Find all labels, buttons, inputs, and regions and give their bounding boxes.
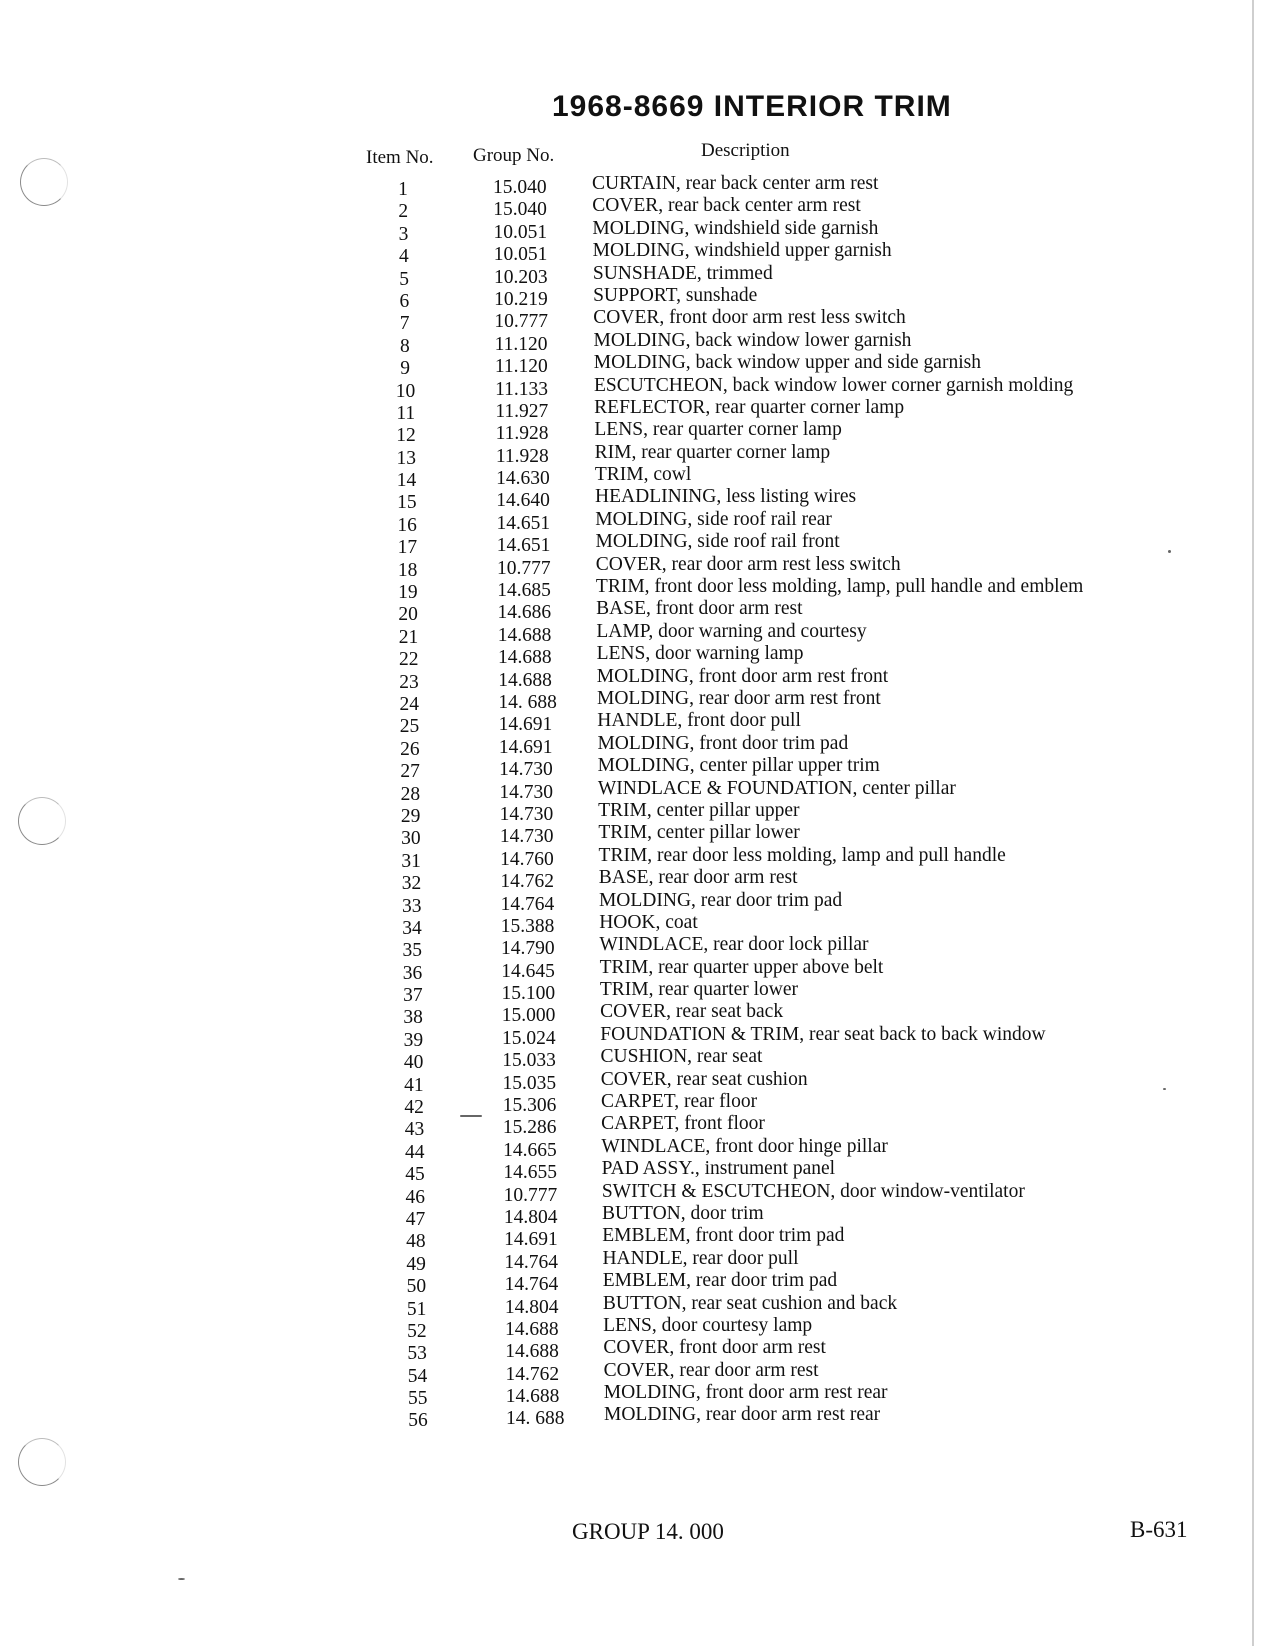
group-number: 14.686: [497, 602, 552, 624]
group-number: 14.630: [496, 468, 550, 490]
item-number: 40: [403, 1052, 424, 1074]
item-number: 47: [405, 1208, 426, 1230]
group-number: 11.120: [494, 333, 548, 355]
item-number: 20: [398, 604, 418, 626]
group-number: 14.762: [505, 1363, 560, 1385]
part-description: EMBLEM, rear door trim pad: [602, 1270, 838, 1292]
group-number: 11.133: [495, 378, 549, 400]
item-number: 45: [405, 1164, 425, 1186]
footer-group-number: GROUP 14. 000: [572, 1519, 724, 1544]
part-description: TRIM, rear quarter upper above belt: [599, 956, 884, 978]
group-number: 10.051: [493, 221, 548, 243]
item-number: 18: [397, 559, 418, 581]
item-number: 56: [408, 1410, 428, 1432]
column-header-description: Description: [701, 140, 790, 161]
group-number: 14.651: [496, 535, 551, 557]
item-number: 46: [405, 1186, 426, 1208]
item-number: 41: [404, 1074, 424, 1096]
part-description: LENS, rear quarter corner lamp: [594, 419, 842, 441]
item-number: 34: [402, 917, 422, 939]
part-description: BUTTON, door trim: [602, 1202, 764, 1224]
group-number: 14.764: [504, 1274, 559, 1296]
part-description: SUNSHADE, trimmed: [592, 262, 773, 284]
group-number: 15.024: [501, 1027, 556, 1049]
part-description: BASE, front door arm rest: [596, 598, 803, 620]
item-number: 4: [398, 246, 409, 268]
item-number: 17: [397, 537, 418, 559]
item-number: 22: [398, 649, 419, 671]
item-number: 53: [407, 1343, 427, 1365]
group-number: 14. 688: [506, 1408, 565, 1430]
part-description: LAMP, door warning and courtesy: [596, 620, 867, 642]
column-header-group-no: Group No.: [473, 145, 555, 166]
item-number: 28: [400, 783, 421, 805]
part-description: WINDLACE & FOUNDATION, center pillar: [597, 777, 956, 799]
group-number: 15.035: [502, 1072, 557, 1094]
part-description: CARPET, rear floor: [600, 1091, 758, 1113]
group-number: 11.927: [495, 400, 549, 422]
part-description: LENS, door warning lamp: [596, 643, 804, 665]
part-description: HOOK, coat: [599, 911, 698, 933]
item-number: 3: [398, 223, 409, 245]
item-number: 1: [398, 179, 408, 200]
item-number: 23: [399, 671, 419, 693]
part-description: MOLDING, side roof rail rear: [595, 508, 832, 530]
group-number: 10.051: [493, 244, 548, 266]
part-description: MOLDING, rear door arm rest rear: [604, 1404, 881, 1426]
part-description: COVER, front door arm rest: [603, 1337, 826, 1359]
part-description: TRIM, rear door less molding, lamp and pull handle: [598, 844, 1006, 866]
item-number: 21: [398, 626, 419, 648]
part-description: TRIM, cowl: [594, 464, 692, 486]
item-number: 42: [404, 1097, 424, 1119]
part-description: MOLDING, rear door arm rest front: [597, 687, 881, 709]
part-description: TRIM, center pillar upper: [598, 799, 800, 821]
part-description: HEADLINING, less listing wires: [595, 486, 857, 508]
item-number: 24: [399, 693, 420, 715]
list-item: [0, 1404, 1263, 1432]
part-description: TRIM, center pillar lower: [598, 822, 800, 844]
part-description: WINDLACE, front door hinge pillar: [601, 1135, 888, 1157]
group-number: 14.730: [499, 803, 554, 825]
item-number: 32: [401, 873, 422, 895]
part-description: COVER, rear door arm rest less switch: [595, 553, 901, 575]
page-number: B-631: [1130, 1517, 1188, 1542]
group-number: 14.691: [498, 714, 553, 736]
item-number: 5: [399, 268, 409, 290]
item-number: 35: [402, 940, 423, 962]
part-description: CARPET, front floor: [601, 1113, 765, 1135]
item-number: 10: [395, 380, 416, 402]
item-number: 29: [400, 805, 421, 827]
item-number: 36: [402, 962, 423, 984]
group-number: 14.688: [505, 1386, 560, 1408]
binder-hole-bottom: [18, 1438, 66, 1486]
group-number: 10.777: [497, 557, 551, 579]
group-number: 14.688: [497, 624, 552, 646]
part-description: CURTAIN, rear back center arm rest: [592, 173, 879, 194]
item-number: 43: [404, 1119, 425, 1141]
group-number: 14.651: [496, 512, 551, 534]
item-number: 11: [396, 402, 416, 424]
group-number: 14. 688: [498, 691, 557, 713]
scan-speck: [460, 1115, 482, 1117]
item-number: 37: [403, 985, 423, 1007]
group-number: 14.688: [497, 647, 552, 669]
scan-speck: [1168, 550, 1171, 553]
group-number: 10.777: [503, 1184, 558, 1206]
item-number: 13: [396, 447, 417, 469]
scan-speck: [1163, 1088, 1166, 1090]
group-number: 15.033: [502, 1050, 556, 1072]
group-number: 11.120: [494, 356, 548, 378]
item-number: 12: [396, 425, 416, 447]
part-description: TRIM, rear quarter lower: [599, 979, 799, 1001]
group-number: 15.040: [493, 199, 547, 221]
column-header-item-no: Item No.: [366, 147, 434, 168]
item-number: 8: [400, 335, 410, 357]
part-description: MOLDING, front door arm rest rear: [603, 1382, 888, 1404]
group-number: 14.685: [497, 580, 551, 602]
part-description: EMBLEM, front door trim pad: [602, 1225, 845, 1247]
part-description: BUTTON, rear seat cushion and back: [602, 1292, 898, 1314]
part-description: RIM, rear quarter corner lamp: [594, 441, 831, 463]
group-number: 14.655: [503, 1162, 558, 1184]
part-description: COVER, rear seat cushion: [600, 1068, 808, 1090]
group-number: 14.790: [501, 938, 555, 960]
part-description: MOLDING, back window lower garnish: [593, 329, 912, 351]
item-number: 48: [406, 1231, 426, 1253]
item-number: 16: [397, 514, 417, 536]
item-number: 6: [399, 290, 410, 312]
part-description: REFLECTOR, rear quarter corner lamp: [594, 396, 905, 418]
part-description: SUPPORT, sunshade: [593, 284, 758, 306]
part-description: MOLDING, windshield upper garnish: [592, 240, 892, 262]
group-number: 15.286: [502, 1117, 557, 1139]
item-number: 38: [403, 1007, 423, 1029]
group-number: 11.928: [495, 445, 549, 467]
group-number: 10.777: [494, 311, 549, 333]
item-number: 15: [397, 492, 417, 514]
group-number: 15.388: [500, 915, 555, 937]
group-number: 14.688: [505, 1341, 559, 1363]
group-number: 14.645: [501, 960, 555, 982]
item-number: 39: [403, 1029, 424, 1051]
part-description: CUSHION, rear seat: [600, 1046, 763, 1068]
parts-list: [0, 173, 1263, 1432]
item-number: 51: [406, 1298, 427, 1320]
part-description: MOLDING, rear door trim pad: [598, 889, 843, 911]
group-number: 15.306: [502, 1095, 557, 1117]
item-number: 7: [399, 313, 410, 335]
group-number: 15.100: [501, 983, 556, 1005]
part-description: COVER, rear door arm rest: [603, 1359, 819, 1381]
group-number: 14.804: [504, 1296, 559, 1318]
group-number: 14.762: [500, 871, 554, 893]
group-number: 14.640: [496, 490, 550, 512]
part-description: LENS, door courtesy lamp: [603, 1314, 813, 1336]
item-number: 50: [406, 1276, 427, 1298]
group-number: 14.665: [503, 1139, 557, 1161]
page-title: 1968-8669 INTERIOR TRIM: [552, 90, 952, 123]
item-number: 54: [407, 1365, 428, 1387]
part-description: FOUNDATION & TRIM, rear seat back to back window: [600, 1023, 1046, 1045]
item-number: 33: [401, 895, 422, 917]
group-number: 14.760: [500, 848, 554, 870]
group-number: 10.219: [494, 288, 548, 310]
item-number: 25: [399, 716, 420, 738]
part-description: COVER, rear seat back: [600, 1001, 784, 1023]
item-number: 9: [400, 358, 411, 380]
group-number: 14.688: [498, 669, 552, 691]
item-number: 27: [400, 761, 420, 783]
group-number: 14.764: [500, 893, 555, 915]
part-description: MOLDING, center pillar upper trim: [597, 755, 880, 777]
part-description: SWITCH & ESCUTCHEON, door window-ventilator: [601, 1180, 1025, 1202]
part-description: MOLDING, front door arm rest front: [596, 665, 889, 687]
item-number: 26: [400, 738, 420, 760]
item-number: 52: [407, 1320, 427, 1342]
item-number: 19: [398, 582, 418, 604]
group-number: 14.691: [498, 736, 553, 758]
group-number: 14.688: [505, 1318, 559, 1340]
group-number: 14.691: [504, 1229, 558, 1251]
group-number: 14.730: [499, 781, 553, 803]
group-number: 15.000: [501, 1005, 556, 1027]
part-description: WINDLACE, rear door lock pillar: [599, 934, 869, 956]
part-description: PAD ASSY., instrument panel: [601, 1158, 836, 1180]
item-number: 44: [404, 1141, 425, 1163]
item-number: 55: [407, 1388, 428, 1410]
item-number: 49: [406, 1253, 426, 1275]
item-number: 14: [396, 470, 417, 492]
part-description: COVER, front door arm rest less switch: [593, 307, 906, 329]
part-description: MOLDING, windshield side garnish: [592, 217, 879, 239]
group-number: 14.764: [504, 1251, 558, 1273]
part-description: MOLDING, back window upper and side garnish: [593, 352, 981, 374]
group-number: 15.040: [493, 177, 547, 198]
item-number: 30: [401, 828, 421, 850]
part-description: HANDLE, front door pull: [597, 710, 801, 732]
group-number: 14.730: [499, 759, 553, 781]
part-description: TRIM, front door less molding, lamp, pull handle and emblem: [595, 576, 1084, 598]
item-number: 31: [401, 850, 421, 872]
scan-speck: [178, 1578, 185, 1580]
group-number: 14.804: [503, 1206, 558, 1228]
part-description: MOLDING, front door trim pad: [597, 732, 849, 754]
item-number: 2: [398, 201, 409, 223]
part-description: ESCUTCHEON, back window lower corner garnish molding: [593, 374, 1074, 396]
group-number: 14.730: [499, 826, 554, 848]
group-number: 11.928: [495, 423, 549, 445]
part-description: COVER, rear back center arm rest: [592, 195, 861, 217]
group-number: 10.203: [493, 266, 548, 288]
part-description: BASE, rear door arm rest: [598, 867, 798, 889]
part-description: MOLDING, side roof rail front: [595, 531, 840, 553]
part-description: HANDLE, rear door pull: [602, 1247, 799, 1269]
